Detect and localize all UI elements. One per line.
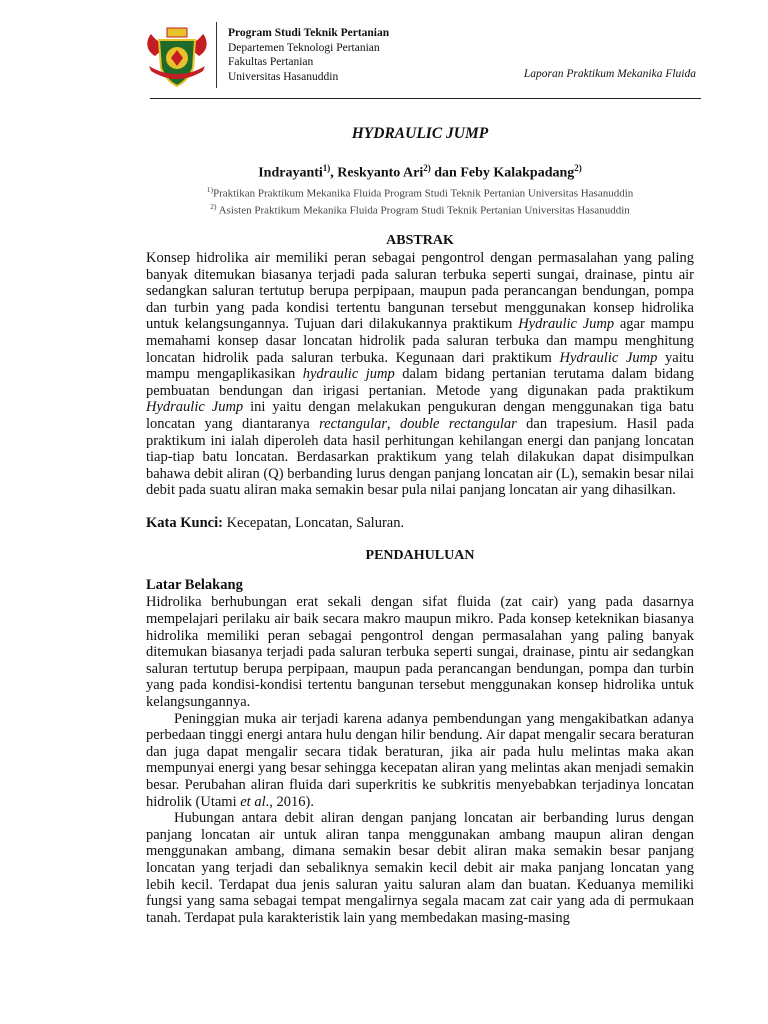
author-3-sup: 2) xyxy=(574,163,582,173)
intro-heading: PENDAHULUAN xyxy=(365,548,475,564)
keywords xyxy=(146,515,694,532)
author-3: Feby Kalakpadang xyxy=(460,165,575,181)
paragraph-text: ., 2016). xyxy=(265,793,314,810)
author-2-sup: 2) xyxy=(423,163,431,173)
keywords-text: Kecepatan, Loncatan, Saluran. xyxy=(222,514,405,531)
affiliation-2 xyxy=(146,200,694,218)
intro-paragraph-2 xyxy=(146,711,694,811)
university-logo-icon xyxy=(145,22,209,88)
paragraph-text: Peninggian muka air terjadi karena adanya pembendungan yang mengakibatkan adanya perbedaan tinggi energi antara hulu dengan hilir bendung. Air dapat mengalir secara beraturan dan juga dapat mengalir secara tidak beraturan, jika air pada hulu melintas maka akan mempunyai energi yang besar sehingga kecepatan aliran yang melintas akan menjadi semakin besar. Perubahan aliran fluida dari superkritis ke subkritis menyebabkan terjadinya loncatan hidrolik (Utami xyxy=(146,710,694,810)
abstract-italic: rectangular xyxy=(319,415,387,432)
author-separator: , xyxy=(330,165,338,181)
abstract-italic: double rectangular xyxy=(400,415,517,432)
affiliation-1 xyxy=(146,183,694,201)
affiliation-2-text: Asisten Praktikum Mekanika Fluida Program Studi Teknik Pertanian Universitas Hasanuddin xyxy=(216,204,630,217)
author-separator: dan xyxy=(430,165,461,181)
abstract-text: agar mampu memahami konsep dasar loncatan hidrolik pada saluran terbuka dan mampu menghitung loncatan hidrolik pada saluran terbuka. Kegunaan dari praktikum xyxy=(146,316,694,366)
header-rule xyxy=(150,98,701,99)
abstract-italic: Hydraulic Jump xyxy=(559,349,658,366)
author-1: Indrayanti xyxy=(258,165,323,181)
paper-content xyxy=(146,124,694,926)
abstract-text: , xyxy=(387,415,401,432)
university-name: Universitas Hasanuddin xyxy=(228,70,339,83)
abstract-italic: Hydraulic Jump xyxy=(146,399,244,416)
abstract-text: ini yaitu dengan melakukan pengukuran dengan menggunakan tiga batu loncatan yang diantaranya xyxy=(146,399,694,432)
abstract-italic: hydraulic jump xyxy=(302,366,395,383)
abstract-italic: Hydraulic Jump xyxy=(518,316,615,333)
paper-title: HYDRAULIC JUMP xyxy=(351,125,489,142)
abstract-text: dan trapesium. Hasil pada praktikum ini ialah diperoleh data hasil perhitungan kehilangan energi dan panjang loncatan tiap-tiap batu loncatan. Berdasarkan praktikum yang telah dilakukan dapat disimpulkan bahawa debit aliran (Q) berbanding lurus dengan panjang loncatan air (L), semakin besar nilai debit pada suatu aliran maka semakin besar pula nilai panjang loncatan air yang dihasilkan. xyxy=(146,415,695,499)
institution-block xyxy=(228,26,389,84)
header-divider xyxy=(216,22,217,88)
author-2: Reskyanto Ari xyxy=(337,165,424,181)
affiliation-1-text: Praktikan Praktikum Mekanika Fluida Program Studi Teknik Pertanian Universitas Hasanuddin xyxy=(212,187,634,200)
abstract-text: dalam bidang pertanian terutama dalam bidang pembuatan bendungan dan irigasi pertanian. Metode yang digunakan pada praktikum xyxy=(146,366,694,399)
affiliation-1-sup: 1) xyxy=(206,184,213,194)
paragraph-italic: et al xyxy=(240,793,266,810)
program-name: Program Studi Teknik Pertanian xyxy=(228,27,390,39)
intro-paragraph-3: Hubungan antara debit aliran dengan panjang loncatan air berbanding lurus dengan panjang loncatan air untuk aliran tanpa menggunakan ambang maupun aliran dengan menggunakan ambang, dimana semakin besar debit aliran maka semakin besar panjang loncatan yang terjadi dan sebaliknya semakin kecil debit air maka panjang loncatan yang lebih kecil. Terdapat dua jenis saluran yaitu saluran alam dan buatan. Keduanya memiliki fungsi yang sama sebagai tempat mengalirnya segala macam zat cair yang ada di permukaan tanah. Terdapat pula karakteristik lain yang membedakan masing-masing xyxy=(146,810,694,926)
abstract-heading: ABSTRAK xyxy=(386,232,454,248)
author-line xyxy=(146,159,694,183)
abstract-text: Konsep hidrolika air memiliki peran sebagai pengontrol dengan permasalahan yang paling banyak ditemukan biasanya terjadi pada saluran terbuka seperti sungai, drainase, pintu air sedangkan saluran tertutup berupa perpipaan, maupun pada perancangan bendungan, pompa dan turbin yang pada kondisi tertentu bangunan tersebut menggunakan konsep hidrolika untuk kelangsungannya. Tujuan dari dilakukannya praktikum xyxy=(146,249,694,333)
keywords-label: Kata Kunci: xyxy=(146,514,223,531)
abstract-text: yaitu mampu mengaplikasikan xyxy=(146,349,695,383)
department-name: Departemen Teknologi Pertanian xyxy=(228,41,380,54)
abstract-paragraph xyxy=(146,250,694,499)
report-title: Laporan Praktikum Mekanika Fluida xyxy=(523,68,696,80)
intro-paragraph-1: Hidrolika berhubungan erat sekali dengan sifat fluida (zat cair) yang pada dasarnya mempelajari perilaku air baik secara makro maupun mikro. Pada konsep keteknikan biasanya hidrolika memiliki peran sebagai pengontrol dengan permasalahan yang paling banyak ditemukan biasanya terjadi pada saluran terbuka seperti sungai, drainase, pintu air sedangkan saluran tertutup berupa perpipaan, maupun pada perancangan bendungan, pompa dan turbin yang pada kondisi-kondisi tertentu bangunan tersebut menggunakan konsep hidrolika untuk kelangsungannya. xyxy=(146,594,694,711)
affiliation-2-sup: 2) xyxy=(210,202,217,212)
faculty-name: Fakultas Pertanian xyxy=(228,56,314,68)
author-1-sup: 1) xyxy=(322,163,331,173)
background-subheading: Latar Belakang xyxy=(146,577,243,594)
